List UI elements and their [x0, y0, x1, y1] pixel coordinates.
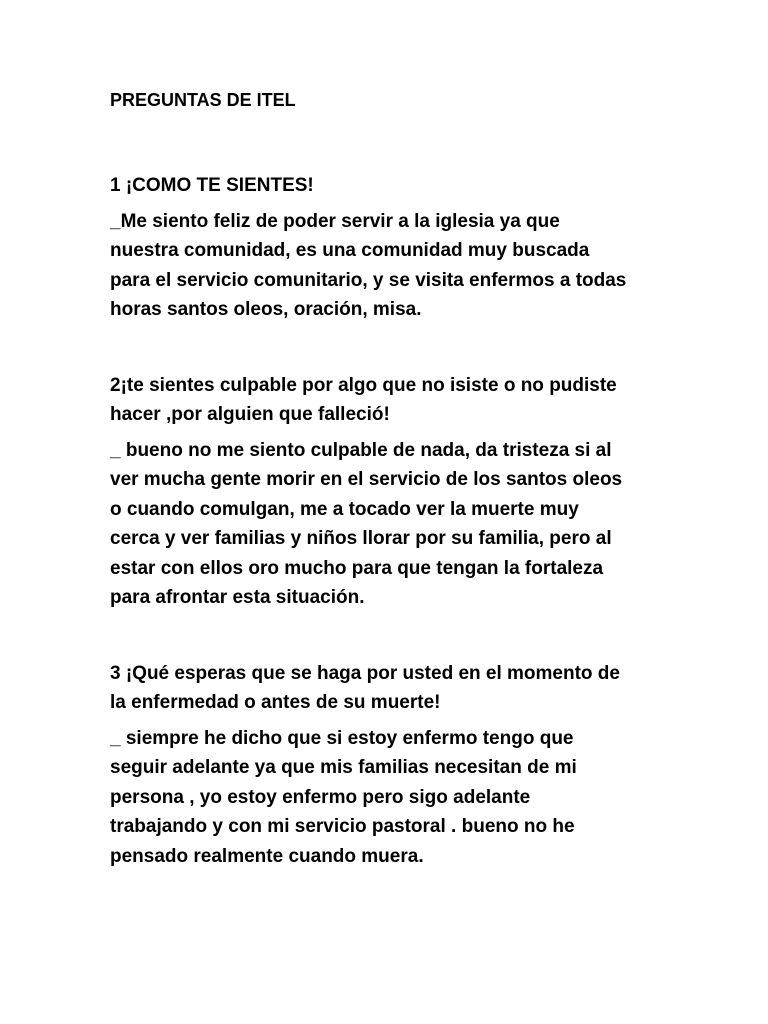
question-3: 3 ¡Qué esperas que se haga por usted en el momento de la enfermedad o antes de su muerte! [110, 662, 620, 713]
document-page [110, 86, 670, 917]
qa-block-3 [110, 659, 670, 872]
answer-2: _ bueno no me siento culpable de nada, da tristeza si al ver mucha gente morir en el servicio de los santos oleos o cuando comulgan, me a tocado ver la muerte muy cerca y ver familias y niños llorar por su familia, pero al estar con ellos oro mucho para que tengan la fortaleza para afrontar esta situación. [110, 439, 623, 608]
qa-block-1 [110, 171, 670, 325]
question-2: 2¡te sientes culpable por algo que no isiste o no pudiste hacer ,por alguien que falleció! [110, 374, 617, 425]
answer-1: _Me siento feliz de poder servir a la iglesia ya que nuestra comunidad, es una comunidad muy buscada para el servicio comunitario, y se visita enfermos a todas horas santos oleos, oración, misa. [110, 210, 627, 320]
question-1: 1 ¡COMO TE SIENTES! [110, 175, 314, 196]
document-title: PREGUNTAS DE ITEL [110, 90, 296, 110]
qa-block-2 [110, 371, 670, 613]
answer-3: _ siempre he dicho que si estoy enfermo tengo que seguir adelante ya que mis familias necesitan de mi persona , yo estoy enfermo pero sigo adelante trabajando y con mi servicio pastoral . bueno no he pensado realmente cuando muera. [110, 727, 577, 867]
